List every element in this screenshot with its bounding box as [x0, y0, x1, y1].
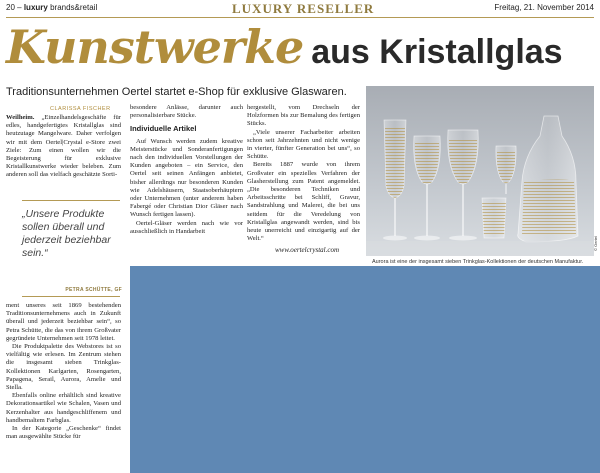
quote-rule-bottom — [22, 296, 120, 297]
paragraph: Bereits 1887 wurde von ihrem Großvater ein spezielles Verfahren der Glasherstellung zum Patent angemeldet. „Die besonderen Techniken und Arbeitsschritte bei Schliff, Gravur, Sandstrahlung und Malerei, die bei uns seitdem für die Veredelung von Kristallglas angewandt werden, sind bis heute unerreicht und einzigartig auf der Welt.“ — [247, 161, 360, 243]
paragraph: „Viele unserer Facharbeiter arbeiten schon seit Jahrzehnten und nicht wenige in vierter, fünfter Generation bei uns“, so Schütte. — [247, 128, 360, 161]
issue-date: Freitag, 21. November 2014 — [494, 3, 594, 12]
paragraph: ment unseres seit 1869 bestehenden Traditionsunternehmens auch in Zukunft überall und jederzeit beziehbar sein“, so Petra Schütte, die das von ihrem Großvater gegründete Unternehmen seit 1978 leitet. — [6, 302, 121, 342]
pull-quote: „Unsere Produkte sollen überall und jederzeit beziehbar sein.“ — [22, 208, 111, 259]
headline-plain: aus Kristallglas — [311, 33, 563, 71]
paragraph: Ebenfalls online erhältlich sind kreative Dekorationsartikel wie Schalen, Vasen und Kerzenhalter aus handgeschliffenem und handbemaltem Farbglas. — [6, 392, 121, 424]
page-header — [0, 0, 600, 18]
paragraph: Auf Wunsch werden zudem kreative Meisterstücke und Sonderanfertigungen nach den individuellen Vorstellungen der Kunden angeboten – ein Service, den Oertel seit seinen Anfängen anbietet, bisher allerdings nur besonderen Kunden wie Adelshäusern, Staatsoberhäuptern oder Unternehmen (unter anderem haben Fabergé oder Christian Dior Gläser nach Wunsch fertigen lassen). — [130, 137, 243, 219]
photo-credit: © Oertel — [593, 236, 598, 251]
paragraph: hergestellt, vom Drechseln der Holzformen bis zur Bemalung des fertigen Stücks. — [247, 104, 360, 128]
headline-script: Kunstwerke — [6, 20, 304, 74]
article-column-1-continued — [6, 302, 121, 441]
quote-rule-top — [22, 200, 120, 201]
section-heading: Individuelle Artikel — [130, 124, 197, 134]
header-rule — [6, 17, 594, 18]
quote-attribution: PETRA SCHÜTTE, GF — [65, 287, 122, 293]
author-byline: CLARISSA FISCHER — [50, 106, 111, 112]
advertisement-block — [130, 266, 600, 473]
subheadline: Traditionsunternehmen Oertel startet e-Shop für exklusive Glaswaren. — [6, 86, 347, 98]
crystal-glasses-illustration — [366, 86, 594, 256]
section-suffix: brands&retail — [50, 3, 98, 12]
paragraph: Die Produktpalette des Webstores ist so vielfältig wie erlesen. Im Zentrum stehen die insgesamt sieben Trinkglas-Kollektionen Karlgarten, Rosengarten, Papagena, Serail, Aurora, Amelie und Stella. — [6, 343, 121, 392]
publication-name: luxury — [23, 3, 48, 12]
page-separator: – — [17, 3, 22, 12]
paragraph: In der Kategorie „Geschenke“ findet man ausgewählte Stücke für — [6, 425, 121, 441]
dateline: Weilheim. — [6, 114, 35, 121]
paragraph-text: „Einzelhandelsgeschäfte für edles, handgefertigtes Kristallglas sind heutzutage Mangelware. Daher verfolgen wir mit dem Oertel|Crystal e-Store zwei Ziele: Zum einen wollen wir die Begeisterung für exklusive Kristallkunstwerke wieder beleben. Zum anderen soll das vielfach geschätzte Sorti- — [6, 114, 121, 179]
paragraph — [6, 114, 121, 180]
photo-caption: Aurora ist eine der insgesamt sieben Trinkglas-Kollektionen der deutschen Manufaktur. — [372, 259, 584, 265]
article-photo — [366, 86, 598, 256]
paragraph: Oertel-Gläser werden nach wie vor ausschließlich in Handarbeit — [130, 219, 243, 235]
paragraph: besondere Anlässe, darunter auch personalisierbare Stücke. — [130, 104, 243, 120]
page-number: 20 — [6, 3, 15, 12]
page-info — [6, 3, 97, 12]
article-column-1 — [6, 114, 121, 180]
website-link[interactable]: www.oertelcrystal.com — [275, 246, 340, 254]
article-column-2 — [130, 104, 243, 236]
section-title: LUXURY RESELLER — [232, 1, 375, 16]
headline — [6, 20, 563, 80]
article-column-3 — [247, 104, 360, 243]
